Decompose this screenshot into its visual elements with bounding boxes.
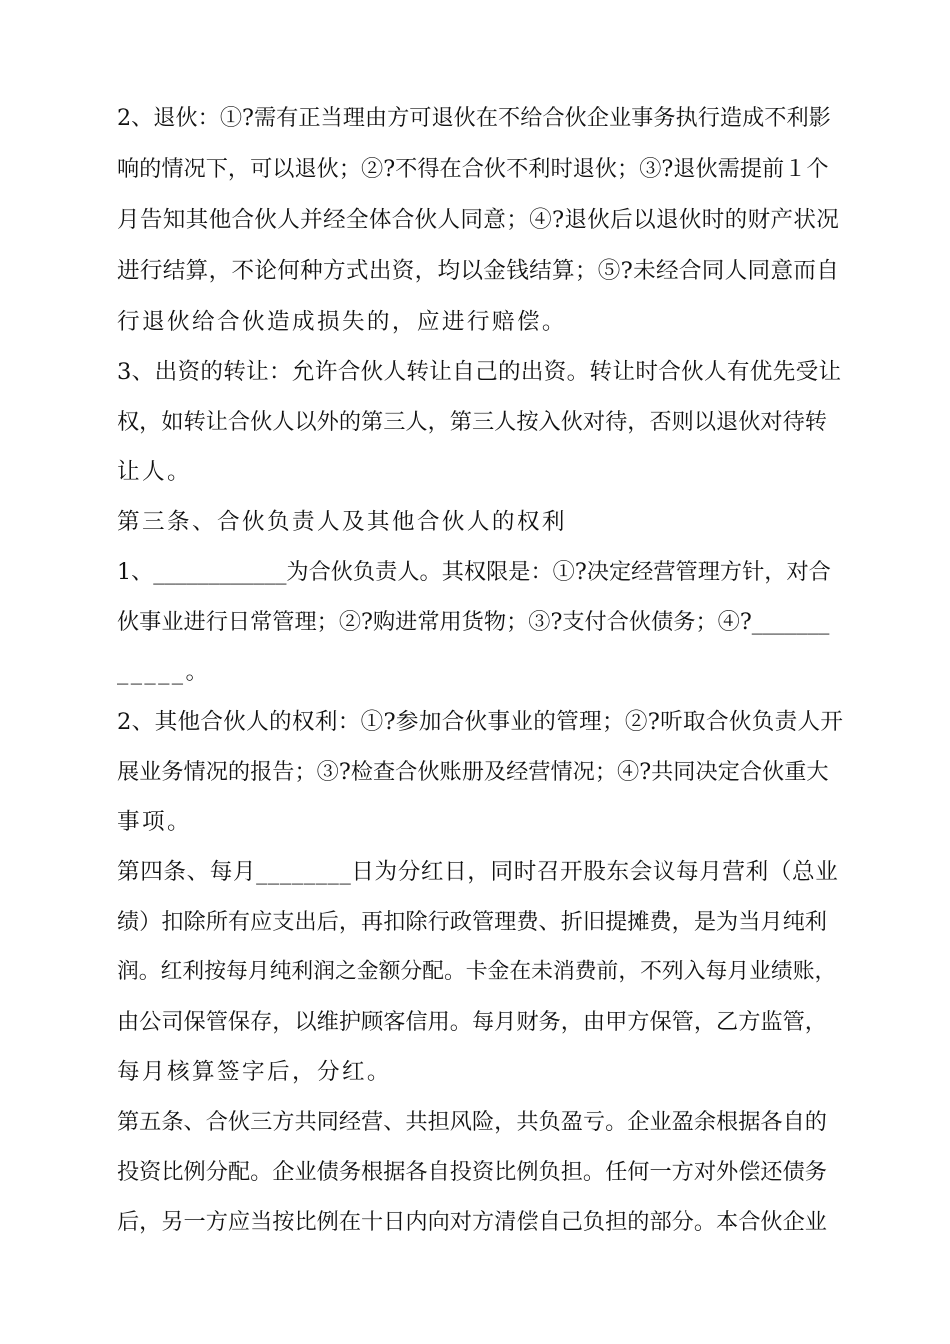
text-line: 2、其他合伙人的权利：①?参加合伙事业的管理；②?听取合伙负责人开	[117, 709, 844, 735]
text-line: 伙事业进行日常管理；②?购进常用货物；③?支付合伙债务；④?_______	[117, 609, 830, 635]
text-line: 1、____________为合伙负责人。其权限是：①?决定经营管理方针，对合	[117, 559, 831, 585]
text-line: 权，如转让合伙人以外的第三人，第三人按入伙对待，否则以退伙对待转	[117, 409, 827, 435]
text-line: 绩）扣除所有应支出后，再扣除行政管理费、折旧提摊费，是为当月纯利	[117, 909, 827, 935]
text-line: 投资比例分配。企业债务根据各自投资比例负担。任何一方对外偿还债务	[117, 1159, 827, 1185]
text-line: 展业务情况的报告；③?检查合伙账册及经营情况；④?共同决定合伙重大	[117, 759, 829, 785]
text-line: 进行结算，不论何种方式出资，均以金钱结算；⑤?未经合同人同意而自	[117, 258, 840, 284]
text-line: 月告知其他合伙人并经全体合伙人同意；④?退伙后以退伙时的财产状况	[117, 207, 840, 233]
text-line: 后，另一方应当按比例在十日内向对方清偿自己负担的部分。本合伙企业	[117, 1209, 827, 1235]
text-line: 行退伙给合伙造成损失的，应进行赔偿。	[117, 309, 567, 335]
text-line: 3、出资的转让：允许合伙人转让自己的出资。转让时合伙人有优先受让	[117, 359, 842, 385]
text-line: 每月核算签字后，分红。	[117, 1059, 392, 1085]
text-line: 润。红利按每月纯利润之金额分配。卡金在未消费前，不列入每月业绩账，	[117, 959, 837, 984]
text-line: 2、退伙：①?需有正当理由方可退伙在不给合伙企业事务执行造成不利影	[117, 105, 831, 131]
text-line: 让人。	[117, 459, 192, 485]
text-line: 响的情况下，可以退伙；②?不得在合伙不利时退伙；③?退伙需提前１个	[117, 156, 829, 182]
text-line: 第四条、每月________日为分红日，同时召开股东会议每月营利（总业	[117, 859, 839, 885]
section-heading: 第三条、合伙负责人及其他合伙人的权利	[117, 509, 567, 535]
text-line: 第五条、合伙三方共同经营、共担风险，共负盈亏。企业盈余根据各自的	[117, 1109, 827, 1135]
text-line: 事项。	[117, 809, 192, 835]
text-line: 由公司保管保存，以维护顾客信用。每月财务，由甲方保管，乙方监管，	[117, 1009, 827, 1035]
text-line: _____。	[117, 659, 211, 685]
